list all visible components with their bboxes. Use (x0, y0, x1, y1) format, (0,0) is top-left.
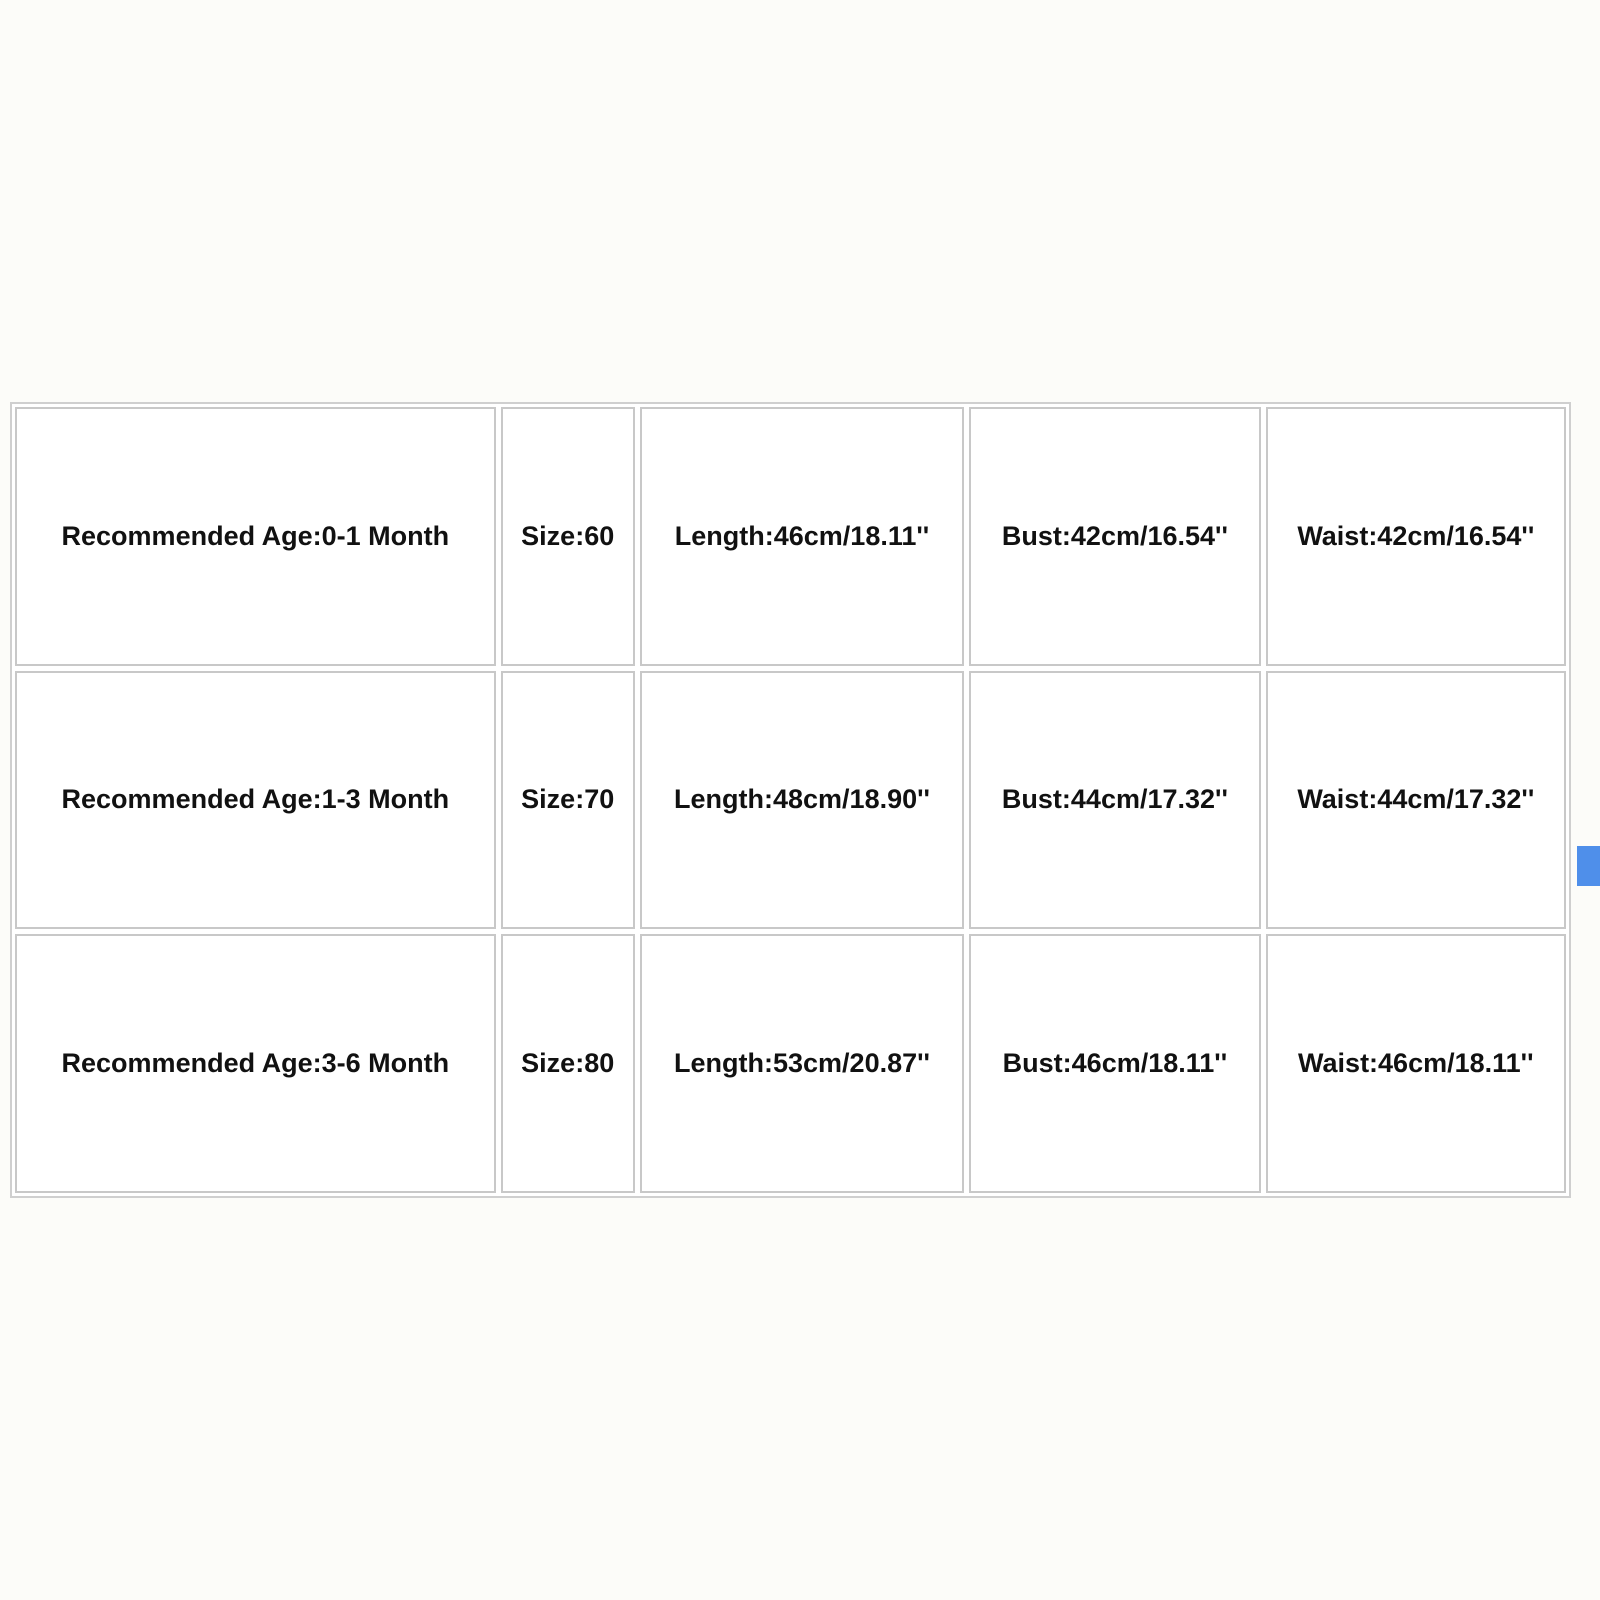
size-chart (10, 402, 1571, 1198)
waist-cell: Waist:46cm/18.11'' (1266, 934, 1566, 1193)
length-cell: Length:46cm/18.11'' (640, 407, 964, 666)
bust-cell: Bust:44cm/17.32'' (969, 671, 1260, 930)
table-row (15, 407, 1566, 666)
age-cell: Recommended Age:1-3 Month (15, 671, 496, 930)
table-row (15, 671, 1566, 930)
waist-cell: Waist:44cm/17.32'' (1266, 671, 1566, 930)
age-cell: Recommended Age:3-6 Month (15, 934, 496, 1193)
length-cell: Length:53cm/20.87'' (640, 934, 964, 1193)
bust-cell: Bust:42cm/16.54'' (969, 407, 1260, 666)
size-cell: Size:80 (501, 934, 635, 1193)
scroll-to-top-button[interactable] (1577, 846, 1600, 886)
length-cell: Length:48cm/18.90'' (640, 671, 964, 930)
bust-cell: Bust:46cm/18.11'' (969, 934, 1260, 1193)
size-cell: Size:60 (501, 407, 635, 666)
size-cell: Size:70 (501, 671, 635, 930)
age-cell: Recommended Age:0-1 Month (15, 407, 496, 666)
table-row (15, 934, 1566, 1193)
waist-cell: Waist:42cm/16.54'' (1266, 407, 1566, 666)
size-chart-table (10, 402, 1571, 1198)
